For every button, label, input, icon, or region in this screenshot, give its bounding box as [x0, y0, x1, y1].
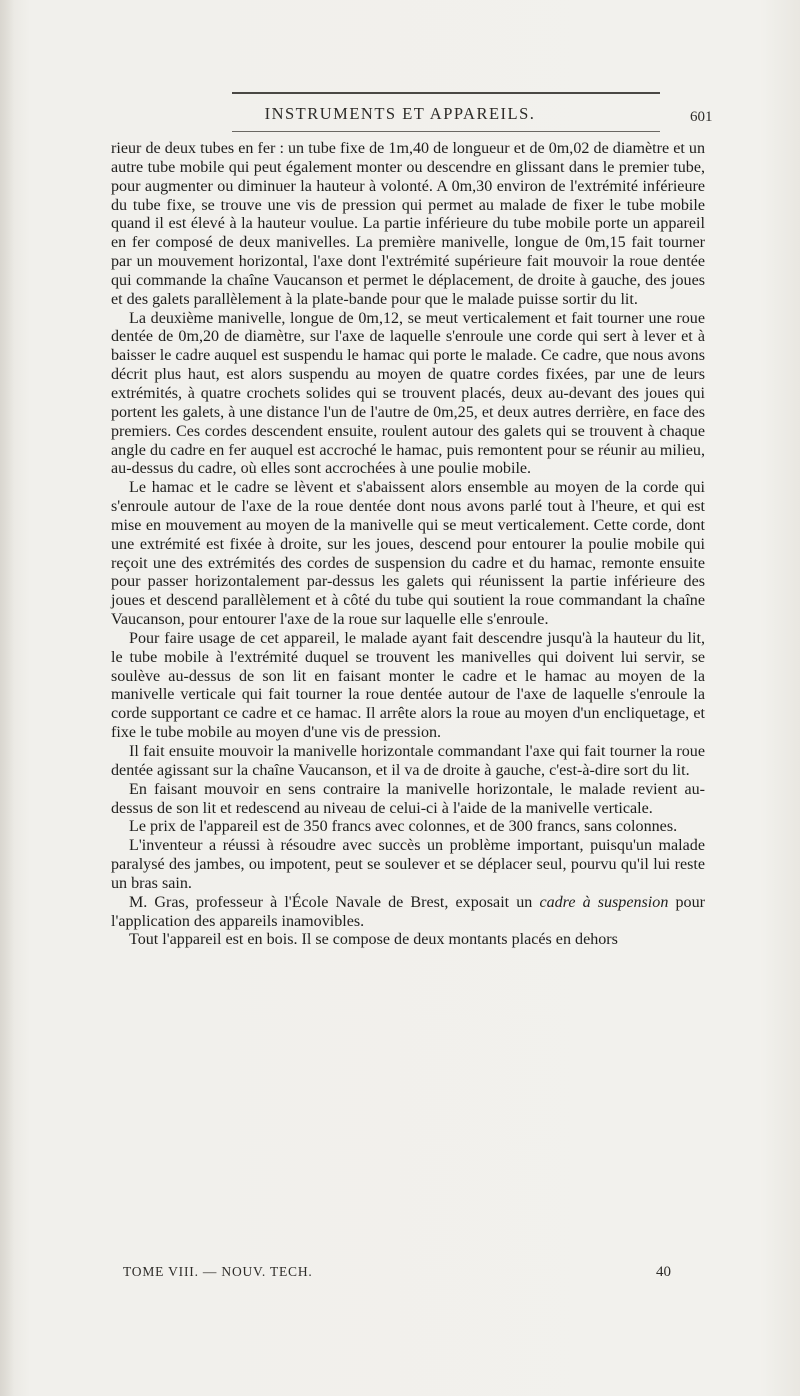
paragraph-9-italic-term: cadre à suspension: [539, 893, 669, 911]
paragraph-4: Pour faire usage de cet appareil, le malade ayant fait descendre jusqu'à la hauteur du lit, le tube mobile à l'extrémité duquel se trouvent les manivelles qui doivent lui servir, se soulève au-dessus de son lit en faisant monter le cadre et le hamac au moyen de la manivelle verticale qui fait tourner la roue dentée autour de l'axe de laquelle s'enroule la corde supportant ce cadre et ce hamac. Il arrête alors la roue au moyen d'un encliquetage, et fixe le tube mobile au moyen d'une vis de pression.: [111, 629, 705, 742]
body-text: [111, 140, 705, 950]
paragraph-6: En faisant mouvoir en sens contraire la manivelle horizontale, le malade revient au-dessus de son lit et redescend au niveau de celui-ci à l'aide de la manivelle verticale.: [111, 780, 705, 817]
page-number: 601: [690, 109, 713, 125]
page-gutter-shadow: [0, 0, 14, 1396]
paragraph-8: L'inventeur a réussi à résoudre avec succès un problème important, puisqu'un malade paralysé des jambes, ou impotent, peut se soulever et se déplacer seul, pourvu qu'il lui reste un bras sain.: [111, 837, 705, 892]
paragraph-3: Le hamac et le cadre se lèvent et s'abaissent alors ensemble au moyen de la corde qui s'enroule autour de l'axe de la roue dentée dont nous avons parlé tout à l'heure, et qui est mise en mouvement au moyen de la manivelle qui se meut verticalement. Cette corde, dont une extrémité est fixée à droite, sur les joues, descend pour entourer la poulie mobile qui reçoit une des extrémités des cordes de suspension du cadre et du hamac, remonte ensuite pour passer horizontalement par-dessus les galets qui réunissent la partie inférieure des joues et descend parallèlement et à côté du tube qui soutient la roue commandant la chaîne Vaucanson, pour entourer l'axe de la roue sur laquelle elle s'enroule.: [111, 479, 705, 629]
top-rule: [232, 92, 660, 94]
running-head: INSTRUMENTS ET APPAREILS.: [264, 104, 536, 123]
paragraph-9: [111, 894, 705, 932]
signature-mark: 40: [656, 1264, 671, 1280]
header-rule: [232, 131, 660, 132]
volume-label: TOME VIII. — NOUV. TECH.: [123, 1264, 313, 1279]
paragraph-9-tail: pour l'application des appareils inamovibles.: [111, 893, 705, 930]
paragraph-2: La deuxième manivelle, longue de 0m,12, se meut verticalement et fait tourner une roue dentée de 0m,20 de diamètre, sur l'axe de laquelle s'enroule une corde qui sert à lever et à baisser le cadre auquel est suspendu le hamac qui porte le malade. Ce cadre, que nous avons décrit plus haut, est alors suspendu au moyen de quatre cordes fixées, par une de leurs extrémités, à quatre crochets solides qui se trouvent placés, deux au-devant des joues qui portent les galets, à une distance l'un de l'autre de 0m,25, et deux autres derrière, en face des premiers. Ces cordes descendent ensuite, roulent autour des galets qui se trouvent à chaque angle du cadre en fer auquel est accroché le hamac, puis remontent pour se réunir au milieu, au-dessus du cadre, où elles sont accrochées à une poulie mobile.: [111, 309, 705, 478]
paragraph-7: Le prix de l'appareil est de 350 francs avec colonnes, et de 300 francs, sans colonnes.: [129, 818, 678, 836]
paragraph-5: Il fait ensuite mouvoir la manivelle horizontale commandant l'axe qui fait tourner la roue dentée agissant sur la chaîne Vaucanson, et il va de droite à gauche, c'est-à-dire sort du lit.: [111, 743, 705, 779]
paragraph-9-lead: M. Gras, professeur à l'École Navale de Brest, exposait un: [129, 893, 540, 911]
paragraph-10: Tout l'appareil est en bois. Il se compose de deux montants placés en dehors: [129, 931, 618, 949]
paragraph-1: rieur de deux tubes en fer : un tube fixe de 1m,40 de longueur et de 0m,02 de diamètre et un autre tube mobile qui peut également monter ou descendre en glissant dans le premier tube, pour augmenter ou diminuer la hauteur à volonté. A 0m,30 environ de l'extrémité inférieure du tube fixe, se trouve une vis de pression qui permet au malade de fixer le tube mobile quand il est élevé à la hauteur voulue. La partie inférieure du tube mobile porte un appareil en fer composé de deux manivelles. La première manivelle, longue de 0m,15 fait tourner par un mouvement horizontal, l'axe dont l'extrémité supérieure fait mouvoir la roue dentée qui commande la chaîne Vaucanson et permet le déplacement, de droite à gauche, des joues et des galets parallèlement à la plate-bande pour que le malade puisse sortir du lit.: [111, 140, 705, 308]
page-footer: [123, 1264, 671, 1280]
